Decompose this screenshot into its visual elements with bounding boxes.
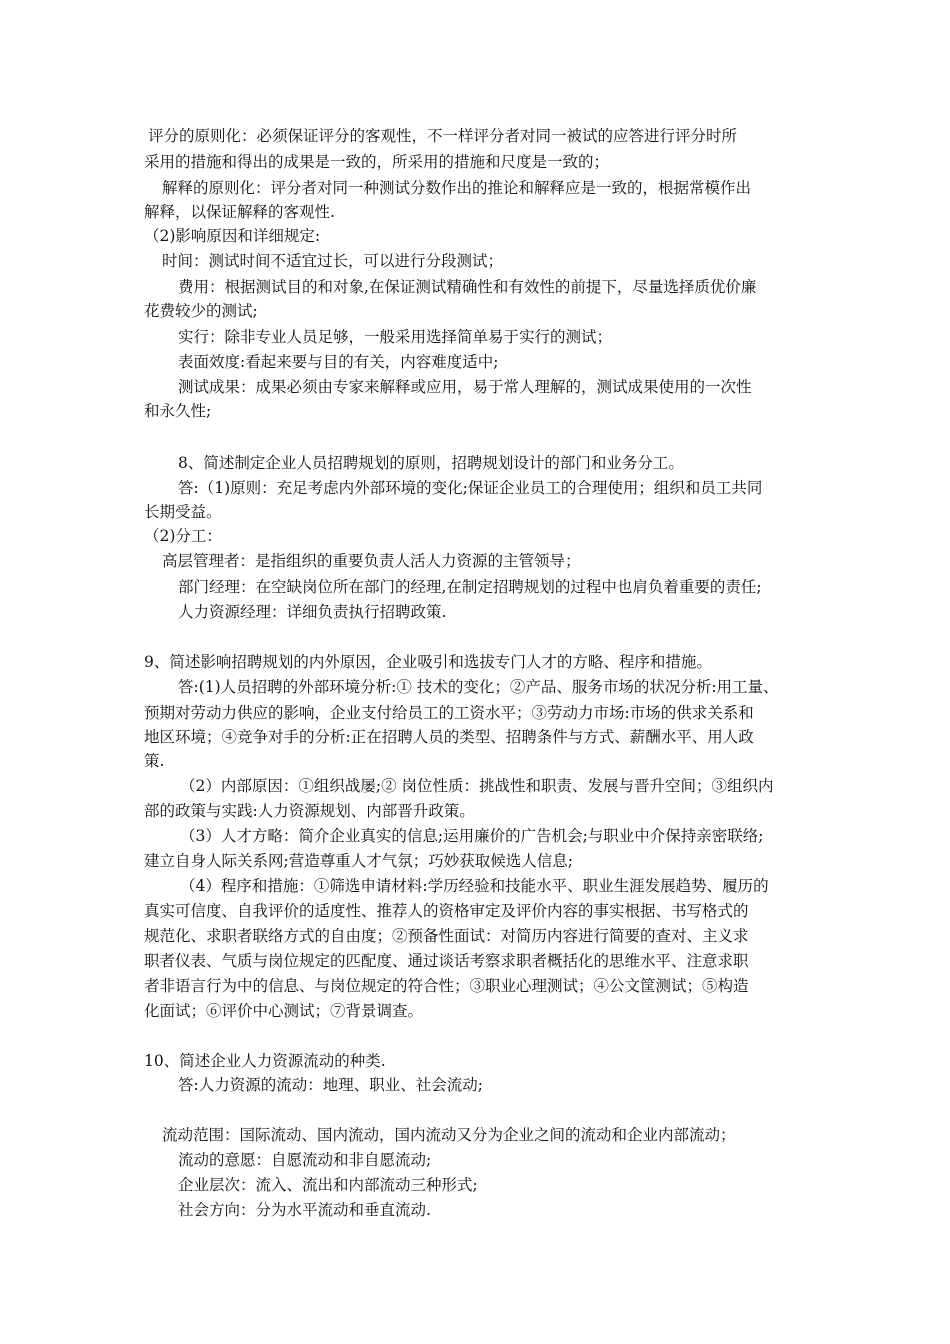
- text-line: 评分的原则化：必须保证评分的客观性，不一样评分者对同一被试的应答进行评分时所: [148, 127, 738, 145]
- text-line: 部的政策与实践:人力资源规划、内部晋升政策。: [144, 802, 475, 820]
- text-line: 部门经理：在空缺岗位所在部门的经理,在制定招聘规划的过程中也肩负着重要的责任;: [178, 578, 762, 596]
- text-line: 解释，以保证解释的客观性.: [144, 203, 335, 221]
- text-line: 化面试；⑥评价中心测试；⑦背景调查。: [144, 1002, 424, 1020]
- question-heading: 10、简述企业人力资源流动的种类.: [144, 1052, 386, 1070]
- text-line: 人力资源经理：详细负责执行招聘政策.: [178, 603, 447, 621]
- text-line: （4）程序和措施：①筛选申请材料:学历经验和技能水平、职业生涯发展趋势、履历的: [180, 877, 769, 895]
- question-heading: 9、简述影响招聘规划的内外原因，企业吸引和选拔专门人才的方略、程序和措施。: [144, 653, 712, 671]
- text-line: 答:人力资源的流动：地理、职业、社会流动;: [178, 1076, 483, 1094]
- text-line: 答:（1)原则：充足考虑内外部环境的变化;保证企业员工的合理使用；组织和员工共同: [178, 479, 763, 497]
- text-line: 实行：除非专业人员足够，一般采用选择简单易于实行的测试；: [178, 328, 613, 346]
- text-line: 和永久性;: [144, 402, 212, 420]
- text-line: 规范化、求职者联络方式的自由度；②预备性面试：对简历内容进行简要的查对、主义求: [144, 927, 749, 945]
- text-line: （3）人才方略：简介企业真实的信息;运用廉价的广告机会;与职业中介保持亲密联络;: [180, 827, 764, 845]
- text-line: 测试成果：成果必须由专家来解释或应用，易于常人理解的，测试成果使用的一次性: [178, 378, 752, 396]
- text-line: 真实可信度、自我评价的适度性、推荐人的资格审定及评价内容的事实根据、书写格式的: [144, 902, 749, 920]
- question-heading: 8、简述制定企业人员招聘规划的原则，招聘规划设计的部门和业务分工。: [178, 454, 684, 472]
- text-line: 建立自身人际关系网;营造尊重人才气氛；巧妙获取候选人信息;: [144, 852, 573, 870]
- text-line: 时间：测试时间不适宜过长，可以进行分段测试；: [162, 252, 504, 270]
- text-line: 表面效度:看起来要与目的有关，内容难度适中;: [178, 353, 499, 371]
- text-line: （2)分工：: [144, 527, 222, 545]
- text-line: 者非语言行为中的信息、与岗位规定的符合性；③职业心理测试；④公文筐测试；⑤构造: [144, 977, 749, 995]
- text-line: 流动的意愿：自愿流动和非自愿流动;: [178, 1151, 432, 1169]
- text-line: 长期受益。: [144, 503, 222, 521]
- text-line: 解释的原则化：评分者对同一种测试分数作出的推论和解释应是一致的，根据常模作出: [162, 179, 752, 197]
- text-line: 策.: [144, 752, 165, 770]
- text-line: 职者仪表、气质与岗位规定的匹配度、通过谈话考察求职者概括化的思维水平、注意求职: [144, 952, 749, 970]
- text-line: 高层管理者：是指组织的重要负责人活人力资源的主管领导；: [162, 552, 581, 570]
- text-line: 费用：根据测试目的和对象,在保证测试精确性和有效性的前提下，尽量选择质优价廉: [178, 278, 757, 296]
- text-line: 地区环境；④竞争对手的分析:正在招聘人员的类型、招聘条件与方式、薪酬水平、用人政: [144, 728, 754, 746]
- text-line: （2)影响原因和详细规定:: [144, 227, 321, 245]
- text-line: 社会方向：分为水平流动和垂直流动.: [178, 1201, 431, 1219]
- text-line: 花费较少的测试;: [144, 302, 258, 320]
- text-line: 采用的措施和得出的成果是一致的，所采用的措施和尺度是一致的；: [144, 153, 610, 171]
- text-line: 流动范围：国际流动、国内流动，国内流动又分为企业之间的流动和企业内部流动；: [162, 1126, 736, 1144]
- text-line: 答:(1)人员招聘的外部环境分析:① 技术的变化；②产品、服务市场的状况分析:用工量、: [178, 678, 779, 696]
- text-line: 预期对劳动力供应的影响，企业支付给员工的工资水平；③劳动力市场:市场的供求关系和: [144, 704, 754, 722]
- text-line: 企业层次：流入、流出和内部流动三种形式;: [178, 1176, 478, 1194]
- text-line: （2）内部原因：①组织战屡;② 岗位性质：挑战性和职责、发展与晋升空间；③组织内: [180, 777, 774, 795]
